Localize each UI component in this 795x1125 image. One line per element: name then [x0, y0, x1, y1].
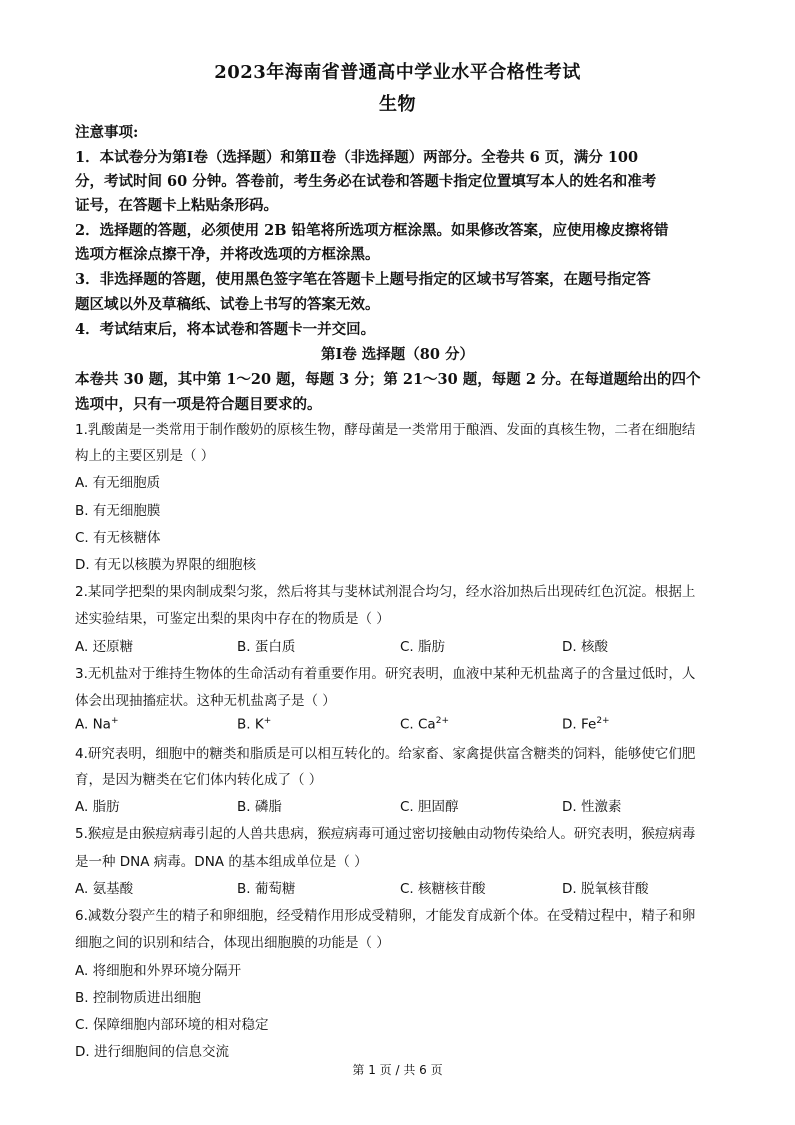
notice-line: 2．选择题的答题，必须使用 2B 铅笔将所选项方框涂黑。如果修改答案，应使用橡皮擦将错	[75, 222, 669, 239]
subject-title: 生物	[379, 94, 416, 115]
question-5-option-a: A. 氨基酸	[75, 881, 134, 897]
notice-line: 3．非选择题的答题，使用黑色签字笔在答题卡上题号指定的区域书写答案，在题号指定答	[75, 271, 651, 288]
question-1-option-a: A. 有无细胞质	[75, 475, 161, 491]
question-3-stem: 体会出现抽搐症状。这种无机盐离子是（ ）	[75, 693, 336, 709]
option-superscript: +	[110, 716, 119, 726]
notice-line: 4．考试结束后，将本试卷和答题卡一并交回。	[75, 321, 376, 338]
question-5-option-c: C. 核糖核苷酸	[400, 881, 486, 897]
question-2-option-d: D. 核酸	[562, 639, 608, 655]
question-3-option-a	[75, 716, 119, 733]
exam-title: 2023年海南省普通高中学业水平合格性考试	[214, 62, 581, 83]
notice-line: 1．本试卷分为第Ⅰ卷（选择题）和第Ⅱ卷（非选择题）两部分。全卷共 6 页，满分 100	[75, 149, 639, 166]
question-2-option-b: B. 蛋白质	[237, 639, 296, 655]
question-5-stem: 5.猴痘是由猴痘病毒引起的人兽共患病，猴痘病毒可通过密切接触由动物传染给人。研究表明，猴痘病毒	[75, 826, 696, 842]
question-3-stem: 3.无机盐对于维持生物体的生命活动有着重要作用。研究表明，血液中某种无机盐离子的含量过低时，人	[75, 666, 696, 682]
notice-line: 分，考试时间 60 分钟。答卷前，考生务必在试卷和答题卡指定位置填写本人的姓名和准考	[75, 173, 657, 190]
question-6-option-d: D. 进行细胞间的信息交流	[75, 1044, 229, 1060]
notice-line: 选项方框涂点擦干净，并将改选项的方框涂黑。	[75, 246, 380, 263]
question-2-stem: 述实验结果，可鉴定出梨的果肉中存在的物质是（ ）	[75, 611, 390, 627]
question-3-option-c	[400, 716, 449, 733]
section-intro: 本卷共 30 题，其中第 1～20 题，每题 3 分；第 21～30 题，每题 2 分。在每道题给出的四个	[75, 371, 701, 388]
option-superscript: 2+	[596, 716, 610, 726]
question-4-option-c: C. 胆固醇	[400, 799, 459, 815]
question-6-option-b: B. 控制物质进出细胞	[75, 990, 201, 1006]
question-3-option-b	[237, 716, 271, 733]
question-2-option-a: A. 还原糖	[75, 639, 134, 655]
question-5-option-d: D. 脱氧核苷酸	[562, 881, 649, 897]
notice-line: 题区域以外及草稿纸、试卷上书写的答案无效。	[75, 296, 380, 313]
option-text: B. K	[237, 716, 264, 733]
question-3-option-d	[562, 716, 610, 733]
question-4-option-d: D. 性激素	[562, 799, 622, 815]
section-heading: 第Ⅰ卷 选择题（80 分）	[320, 346, 475, 363]
question-4-option-a: A. 脂肪	[75, 799, 120, 815]
question-5-option-b: B. 葡萄糖	[237, 881, 296, 897]
question-1-option-c: C. 有无核糖体	[75, 530, 161, 546]
option-superscript: 2+	[435, 716, 449, 726]
question-4-stem: 育，是因为糖类在它们体内转化成了（ ）	[75, 772, 323, 788]
question-5-stem: 是一种 DNA 病毒。DNA 的基本组成单位是（ ）	[75, 854, 368, 870]
question-1-option-d: D. 有无以核膜为界限的细胞核	[75, 557, 256, 573]
question-1-stem: 构上的主要区别是（ ）	[75, 448, 215, 464]
question-6-option-a: A. 将细胞和外界环境分隔开	[75, 963, 242, 979]
option-superscript: +	[263, 716, 272, 726]
question-2-option-c: C. 脂肪	[400, 639, 446, 655]
notice-heading: 注意事项:	[75, 124, 139, 141]
page-footer: 第 1 页 / 共 6 页	[352, 1063, 443, 1077]
option-text: D. Fe	[562, 716, 597, 733]
question-4-stem: 4.研究表明，细胞中的糖类和脂质是可以相互转化的。给家畜、家禽提供富含糖类的饲料，能够使它们肥	[75, 746, 696, 762]
option-text: A. Na	[75, 716, 111, 733]
question-1-option-b: B. 有无细胞膜	[75, 503, 161, 519]
question-6-stem: 6.减数分裂产生的精子和卵细胞，经受精作用形成受精卵，才能发育成新个体。在受精过程中，精子和卵	[75, 908, 696, 924]
option-text: C. Ca	[400, 716, 436, 733]
question-2-stem: 2.某同学把梨的果肉制成梨匀浆，然后将其与斐林试剂混合均匀，经水浴加热后出现砖红色沉淀。根据上	[75, 584, 696, 600]
question-4-option-b: B. 磷脂	[237, 799, 282, 815]
section-intro: 选项中，只有一项是符合题目要求的。	[75, 396, 322, 413]
question-6-stem: 细胞之间的识别和结合，体现出细胞膜的功能是（ ）	[75, 935, 390, 951]
question-1-stem: 1.乳酸菌是一类常用于制作酸奶的原核生物，酵母菌是一类常用于酿酒、发面的真核生物，二者在细胞结	[75, 422, 696, 438]
question-6-option-c: C. 保障细胞内部环境的相对稳定	[75, 1017, 269, 1033]
notice-line: 证号，在答题卡上粘贴条形码。	[75, 197, 278, 214]
